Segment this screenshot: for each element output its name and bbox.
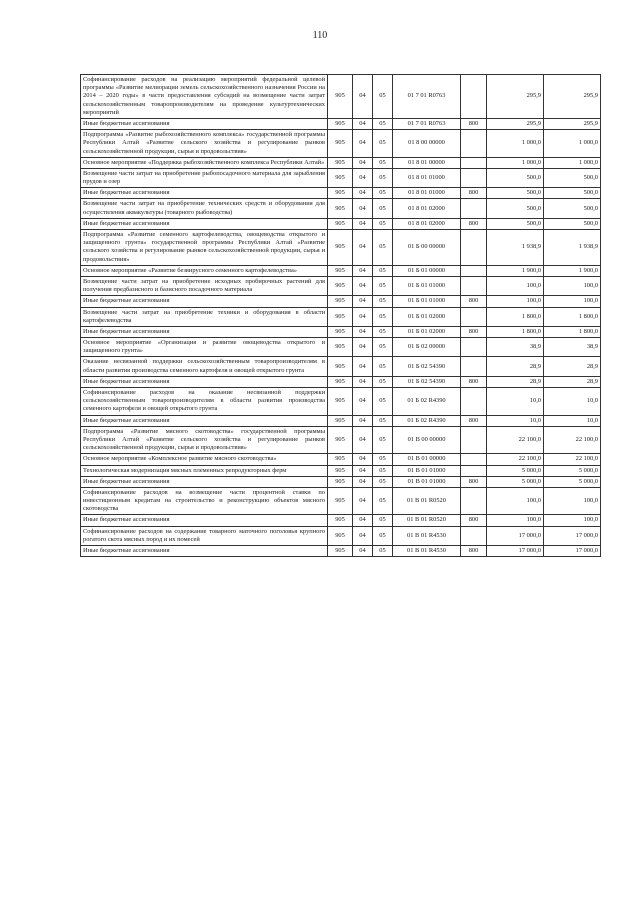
target-article-cell: 01 В 01 R0520 [393,487,461,515]
table-row [81,218,601,229]
ministry-code-cell: 905 [328,338,353,357]
subsection-code-cell: 05 [373,338,393,357]
section-code-cell: 04 [353,130,373,158]
subsection-code-cell: 05 [373,296,393,307]
expense-type-cell [461,199,487,218]
amount-cell: 500,0 [487,168,544,187]
expense-type-cell [461,75,487,119]
target-article-cell: 01 В 01 R4530 [393,526,461,545]
expense-type-cell: 800 [461,476,487,487]
subsection-code-cell: 05 [373,199,393,218]
item-name-cell: Технологическая модернизация мясных племенных репродукторных ферм [81,465,328,476]
subsection-code-cell: 05 [373,426,393,454]
amount-cell: 5 000,0 [487,476,544,487]
section-code-cell: 04 [353,476,373,487]
amount-cell: 100,0 [487,296,544,307]
amount-cell: 10,0 [544,415,601,426]
subsection-code-cell: 05 [373,168,393,187]
table-row [81,265,601,276]
ministry-code-cell: 905 [328,415,353,426]
target-article-cell: 01 В 01 00000 [393,454,461,465]
ministry-code-cell: 905 [328,199,353,218]
subsection-code-cell: 05 [373,75,393,119]
target-article-cell: 01 Б 00 00000 [393,230,461,266]
amount-cell: 10,0 [487,415,544,426]
table-row [81,357,601,376]
item-name-cell: Основное мероприятие «Развитие безвирусного семенного картофелеводства» [81,265,328,276]
amount-cell: 22 100,0 [544,454,601,465]
item-name-cell: Софинансирование расходов на возмещение части процентной ставки по инвестиционным кредитам на строительство и реконструкцию объектов мясного скотоводства [81,487,328,515]
amount-cell: 295,9 [544,75,601,119]
section-code-cell: 04 [353,357,373,376]
ministry-code-cell: 905 [328,230,353,266]
table-row [81,307,601,326]
target-article-cell: 01 8 01 01000 [393,168,461,187]
expense-type-cell [461,265,487,276]
amount-cell: 17 000,0 [544,546,601,557]
item-name-cell: Основное мероприятие «Организация и развитие овощеводства открытого и защищенного грунта» [81,338,328,357]
ministry-code-cell: 905 [328,276,353,295]
table-row [81,276,601,295]
section-code-cell: 04 [353,326,373,337]
subsection-code-cell: 05 [373,454,393,465]
expense-type-cell: 800 [461,376,487,387]
expense-type-cell: 800 [461,326,487,337]
expense-type-cell: 800 [461,188,487,199]
ministry-code-cell: 905 [328,426,353,454]
page-number: 110 [312,30,328,41]
expense-type-cell: 800 [461,415,487,426]
amount-cell: 1 800,0 [544,307,601,326]
amount-cell: 5 000,0 [544,476,601,487]
target-article-cell: 01 Б 02 00000 [393,338,461,357]
table-row [81,546,601,557]
ministry-code-cell: 905 [328,188,353,199]
amount-cell: 500,0 [487,199,544,218]
table-row [81,199,601,218]
section-code-cell: 04 [353,376,373,387]
amount-cell: 10,0 [487,388,544,416]
table-row [81,230,601,266]
amount-cell: 100,0 [544,487,601,515]
target-article-cell: 01 Б 01 02000 [393,326,461,337]
section-code-cell: 04 [353,526,373,545]
section-code-cell: 04 [353,338,373,357]
amount-cell: 1 800,0 [544,326,601,337]
ministry-code-cell: 905 [328,296,353,307]
subsection-code-cell: 05 [373,230,393,266]
item-name-cell: Возмещение части затрат на приобретение технических средств и оборудования для осуществления аквакультуры (товарного рыбоводства) [81,199,328,218]
target-article-cell: 01 В 00 00000 [393,426,461,454]
section-code-cell: 04 [353,296,373,307]
table-row [81,75,601,119]
ministry-code-cell: 905 [328,130,353,158]
section-code-cell: 04 [353,276,373,295]
section-code-cell: 04 [353,515,373,526]
expense-type-cell [461,465,487,476]
amount-cell: 28,9 [487,376,544,387]
amount-cell: 100,0 [544,296,601,307]
table-row [81,376,601,387]
amount-cell: 5 000,0 [544,465,601,476]
ministry-code-cell: 905 [328,526,353,545]
item-name-cell: Возмещение части затрат на приобретение техники и оборудования в области картофелеводства [81,307,328,326]
expense-type-cell [461,388,487,416]
ministry-code-cell: 905 [328,476,353,487]
expense-type-cell [461,526,487,545]
amount-cell: 10,0 [544,388,601,416]
section-code-cell: 04 [353,188,373,199]
subsection-code-cell: 05 [373,218,393,229]
section-code-cell: 04 [353,454,373,465]
expense-type-cell [461,276,487,295]
ministry-code-cell: 905 [328,465,353,476]
item-name-cell: Подпрограмма «Развитие семенного картофелеводства, овощеводства открытого и защищенного грунта» государственной программы Республики Алтай «Развитие сельского хозяйства и регулирование рынков сельскохозяйственной продукции, сырья и продовольствия» [81,230,328,266]
ministry-code-cell: 905 [328,357,353,376]
amount-cell: 100,0 [544,276,601,295]
item-name-cell: Иные бюджетные ассигнования [81,515,328,526]
expense-type-cell: 800 [461,118,487,129]
item-name-cell: Иные бюджетные ассигнования [81,296,328,307]
table-row [81,426,601,454]
ministry-code-cell: 905 [328,454,353,465]
table-row [81,515,601,526]
expense-type-cell: 800 [461,218,487,229]
amount-cell: 5 000,0 [487,465,544,476]
amount-cell: 500,0 [487,188,544,199]
table-row [81,296,601,307]
amount-cell: 100,0 [487,487,544,515]
section-code-cell: 04 [353,415,373,426]
subsection-code-cell: 05 [373,487,393,515]
subsection-code-cell: 05 [373,276,393,295]
ministry-code-cell: 905 [328,75,353,119]
ministry-code-cell: 905 [328,515,353,526]
subsection-code-cell: 05 [373,465,393,476]
amount-cell: 500,0 [544,168,601,187]
ministry-code-cell: 905 [328,326,353,337]
target-article-cell: 01 8 01 00000 [393,157,461,168]
amount-cell: 1 000,0 [544,130,601,158]
amount-cell: 500,0 [487,218,544,229]
subsection-code-cell: 05 [373,388,393,416]
subsection-code-cell: 05 [373,415,393,426]
table-row [81,326,601,337]
item-name-cell: Софинансирование расходов на содержание товарного маточного поголовья крупного рогатого скота мясных пород и их помесей [81,526,328,545]
section-code-cell: 04 [353,465,373,476]
table-row [81,338,601,357]
ministry-code-cell: 905 [328,265,353,276]
expense-type-cell [461,157,487,168]
subsection-code-cell: 05 [373,357,393,376]
subsection-code-cell: 05 [373,376,393,387]
section-code-cell: 04 [353,218,373,229]
target-article-cell: 01 Б 02 R4390 [393,388,461,416]
item-name-cell: Основное мероприятие «Поддержка рыбохозяйственного комплекса Республики Алтай» [81,157,328,168]
section-code-cell: 04 [353,75,373,119]
section-code-cell: 04 [353,118,373,129]
amount-cell: 22 100,0 [487,454,544,465]
ministry-code-cell: 905 [328,218,353,229]
item-name-cell: Иные бюджетные ассигнования [81,188,328,199]
item-name-cell: Иные бюджетные ассигнования [81,546,328,557]
target-article-cell: 01 7 01 R0763 [393,118,461,129]
section-code-cell: 04 [353,230,373,266]
item-name-cell: Иные бюджетные ассигнования [81,476,328,487]
subsection-code-cell: 05 [373,326,393,337]
expense-type-cell [461,307,487,326]
section-code-cell: 04 [353,157,373,168]
target-article-cell: 01 В 01 01000 [393,465,461,476]
amount-cell: 38,9 [544,338,601,357]
item-name-cell: Иные бюджетные ассигнования [81,326,328,337]
target-article-cell: 01 8 01 02000 [393,199,461,218]
expense-type-cell [461,338,487,357]
table-row [81,388,601,416]
subsection-code-cell: 05 [373,118,393,129]
table-row [81,157,601,168]
amount-cell: 17 000,0 [487,526,544,545]
amount-cell: 100,0 [487,276,544,295]
amount-cell: 17 000,0 [487,546,544,557]
amount-cell: 295,9 [487,75,544,119]
subsection-code-cell: 05 [373,476,393,487]
table-row [81,526,601,545]
amount-cell: 100,0 [544,515,601,526]
amount-cell: 1 000,0 [487,157,544,168]
budget-table [80,74,601,557]
item-name-cell: Иные бюджетные ассигнования [81,415,328,426]
amount-cell: 28,9 [544,376,601,387]
amount-cell: 500,0 [544,218,601,229]
amount-cell: 1 000,0 [544,157,601,168]
table-row [81,188,601,199]
amount-cell: 100,0 [487,515,544,526]
item-name-cell: Иные бюджетные ассигнования [81,118,328,129]
target-article-cell: 01 8 00 00000 [393,130,461,158]
subsection-code-cell: 05 [373,130,393,158]
item-name-cell: Основное мероприятие «Комплексное развитие мясного скотоводства» [81,454,328,465]
amount-cell: 1 000,0 [487,130,544,158]
item-name-cell: Подпрограмма «Развитие мясного скотоводства» государственной программы Республики Алтай «Развитие сельского хозяйства и регулирование рынков сельскохозяйственной продукции, сырья и продовольствия» [81,426,328,454]
section-code-cell: 04 [353,487,373,515]
expense-type-cell [461,130,487,158]
amount-cell: 500,0 [544,199,601,218]
budget-table-body [81,75,601,557]
amount-cell: 1 938,9 [487,230,544,266]
amount-cell: 1 800,0 [487,326,544,337]
expense-type-cell [461,487,487,515]
item-name-cell: Оказание несвязанной поддержки сельскохозяйственным товаропроизводителям в области развития производства семенного картофеля и овощей открытого грунта [81,357,328,376]
subsection-code-cell: 05 [373,157,393,168]
target-article-cell: 01 8 01 01000 [393,188,461,199]
target-article-cell: 01 В 01 R4530 [393,546,461,557]
subsection-code-cell: 05 [373,307,393,326]
subsection-code-cell: 05 [373,265,393,276]
expense-type-cell [461,168,487,187]
ministry-code-cell: 905 [328,168,353,187]
amount-cell: 17 000,0 [544,526,601,545]
table-row [81,415,601,426]
target-article-cell: 01 Б 02 54390 [393,357,461,376]
target-article-cell: 01 Б 02 R4390 [393,415,461,426]
subsection-code-cell: 05 [373,188,393,199]
subsection-code-cell: 05 [373,515,393,526]
ministry-code-cell: 905 [328,388,353,416]
item-name-cell: Иные бюджетные ассигнования [81,218,328,229]
target-article-cell: 01 Б 01 01000 [393,276,461,295]
amount-cell: 22 100,0 [487,426,544,454]
target-article-cell: 01 Б 01 01000 [393,296,461,307]
ministry-code-cell: 905 [328,307,353,326]
table-row [81,130,601,158]
amount-cell: 295,9 [544,118,601,129]
section-code-cell: 04 [353,426,373,454]
section-code-cell: 04 [353,168,373,187]
target-article-cell: 01 Б 01 02000 [393,307,461,326]
table-row [81,168,601,187]
section-code-cell: 04 [353,307,373,326]
expense-type-cell [461,357,487,376]
target-article-cell: 01 7 01 R0763 [393,75,461,119]
expense-type-cell [461,426,487,454]
amount-cell: 38,9 [487,338,544,357]
expense-type-cell [461,454,487,465]
amount-cell: 28,9 [544,357,601,376]
expense-type-cell: 800 [461,515,487,526]
item-name-cell: Возмещение части затрат на приобретение рыбопосадочного материала для зарыбления прудов и озер [81,168,328,187]
table-row [81,465,601,476]
subsection-code-cell: 05 [373,526,393,545]
item-name-cell: Возмещение части затрат на приобретение исходных пробирочных растений для получения предбазисного и базисного посадочного материала [81,276,328,295]
target-article-cell: 01 Б 02 54390 [393,376,461,387]
section-code-cell: 04 [353,388,373,416]
expense-type-cell: 800 [461,296,487,307]
expense-type-cell [461,230,487,266]
item-name-cell: Софинансирование расходов на оказание несвязанной поддержки сельскохозяйственным товаропроизводителям в области развития производства семенного картофеля и овощей открытого грунта [81,388,328,416]
table-row [81,487,601,515]
target-article-cell: 01 В 01 01000 [393,476,461,487]
amount-cell: 500,0 [544,188,601,199]
amount-cell: 1 900,0 [487,265,544,276]
target-article-cell: 01 8 01 02000 [393,218,461,229]
amount-cell: 295,9 [487,118,544,129]
section-code-cell: 04 [353,546,373,557]
target-article-cell: 01 Б 01 00000 [393,265,461,276]
subsection-code-cell: 05 [373,546,393,557]
table-row [81,118,601,129]
item-name-cell: Иные бюджетные ассигнования [81,376,328,387]
target-article-cell: 01 В 01 R0520 [393,515,461,526]
ministry-code-cell: 905 [328,376,353,387]
ministry-code-cell: 905 [328,157,353,168]
ministry-code-cell: 905 [328,487,353,515]
amount-cell: 1 800,0 [487,307,544,326]
amount-cell: 22 100,0 [544,426,601,454]
section-code-cell: 04 [353,199,373,218]
table-row [81,454,601,465]
ministry-code-cell: 905 [328,546,353,557]
item-name-cell: Софинансирование расходов на реализацию мероприятий федеральной целевой программы «Развитие мелиорации земель сельскохозяйственного назначения России на 2014 – 2020 годы» в части предоставления субсидий на возмещение части затрат сельскохозяйственным товаропроизводителям на проведение культуртехнических мероприятий [81,75,328,119]
amount-cell: 28,9 [487,357,544,376]
expense-type-cell: 800 [461,546,487,557]
section-code-cell: 04 [353,265,373,276]
ministry-code-cell: 905 [328,118,353,129]
amount-cell: 1 900,0 [544,265,601,276]
amount-cell: 1 938,9 [544,230,601,266]
item-name-cell: Подпрограмма «Развитие рыбохозяйственного комплекса» государственной программы Республики Алтай «Развитие сельского хозяйства и регулирование рынков сельскохозяйственной продукции, сырья и продовольствия» [81,130,328,158]
table-row [81,476,601,487]
